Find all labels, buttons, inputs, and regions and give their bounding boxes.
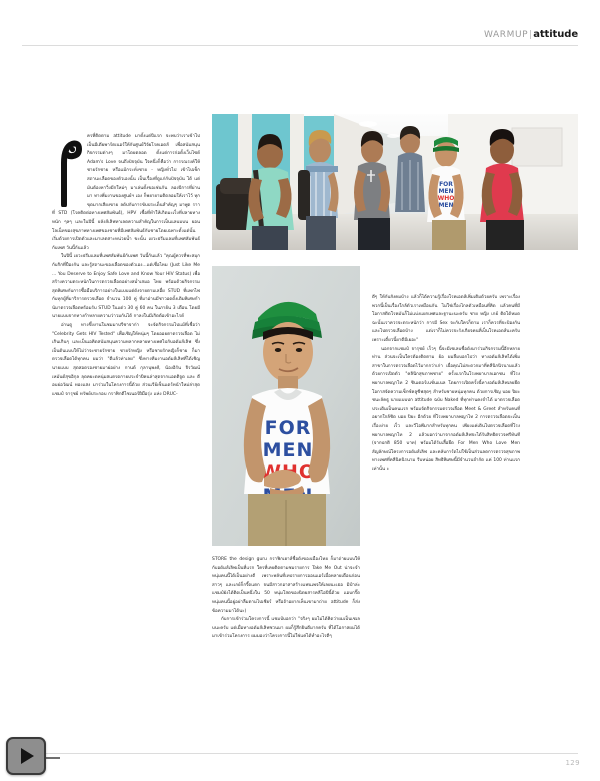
group-photo-hallway bbox=[212, 114, 578, 250]
running-header bbox=[0, 22, 600, 44]
article-column-1 bbox=[52, 133, 200, 728]
col3-paragraph-2: นอกจากแชมป์ จารุชย์ เร็วๆ นี้จะมีเซเลบชื่อดังมาร่วมกิจกรรมนี้อีกหลายท่าน ส่วนจะเป็นใครต้องติดตาม ย้อ ผมลืมบอกไปว่า ทางอดัมส์เลิฟได้เพิ่มสาขาในการตรวจเลือดไว้มากกว่าเก่า เผื่อคุณไม่สะดวกมาที่คลีนิกนิรนามแล้ว ด้วยการเปิดตัว "คลินิกสุขภาพชาย" ครั้งแรกในโรงพยาบาลเอกชน ที่โรงพยาบาลพญาไท 2 ชินเตอร์เนชั่นแนล โดยการเปิดครั้งนี้ทางอดัมส์เลิฟเลยยึดโอกาสจัดความเซ็กซ์คลูซีฟสุดๆ สำหรับชายหนุ่มทุกคน ด้วยการเชิญ บอย ปิยะชนะลัคธู นายแบบปก attitude ฉบับ Naked ที่ทุกท่านคงจำได้ มาตรวจเลือดประเดิมเป็นคนแรก พร้อมจัดกิจกรรมตรวจเลือด Meet & Greet สำหรับคนที่อยากใกล้ชิด บอย ปิยะ อีกด้วย ที่โรงพยาบาลพญาไท 2 การตรวจเลือดจะเป็นเรื่องง่าย เร็ว และวีไอพีมากสำหรับทุกคน เพียงแค่เดินไปตรวจเลือดที่โรงพยาบาลพญาไท 2 แล้วบอกว่ามาจากอดัมส์เลิฟจะได้รับสิทธิตรวจฟรีทันที (จากปกติ 850 บาท) พร้อมได้รับเสื้อยืด For Men Who Love Men สัญลักษณ์โครงการอดัมส์เลิฟ และคลับการ์ดไปใช้เป็นส่วนลดการตรวจสุขภาพทางเพศที่คลีนิคนิรนาม รีบหน่อย สิทธิพิเศษนี้มีจำนวนจำกัด แค่ 100 ท่านแรกเท่านั้น ะ bbox=[372, 346, 520, 472]
svg-text:MEN: MEN bbox=[262, 439, 314, 461]
col3-paragraph-1: ดีๆ ให้กับสังคมบ้าง แล้วก็ได้ความรู้เรื่องโรคเอดส์เพิ่มเติมด้วยครับ เพราะเรื่องพวกนี้เป็นเรื่องใกล้ตัวเราเหมือนกัน ไม่ใช่เรื่องไกลตัวเหมือนที่คิด แล้วคนที่มีโอกาสติดโรคมันก็ไม่แบ่งแยกเพศและฐานะนะครับ ชาย หญิง เกย์ ติดได้หมด ฉะนั้นเราควรจะตระหนักว่า การมี Sex จะกับใครก็ตาม เราก็ควรที่จะป้องกัน และไปตรวจเลือดบ้าง แต่เราก็ไม่ควรจะรังเกียจคนที่เป็นโรคเอดส์นะครับ เพราะเดี๋ยวนี้ยาดีมีเยอะ" bbox=[372, 295, 520, 343]
svg-text:MEN: MEN bbox=[438, 188, 454, 195]
svg-text:MEN: MEN bbox=[438, 202, 454, 209]
play-button[interactable] bbox=[6, 737, 46, 775]
footer-divider bbox=[22, 753, 578, 754]
play-icon bbox=[21, 748, 34, 764]
col1-paragraph-3: อ่านดู ทางขึ้งงานในชมมาปรีชาจาก่า จะจัดกิจกรรมไปแม้ที่เชื่อว่า "Celebrity Gets HIV Tested" เพื่อเชิญให้หนุ่มๆ โดยออยตาตรวจเลือด ไม่เกินเกินๆ และเป็นเอคิดสนับสนุนความหลากหลายทางเพศไปกับอดัมส์เลิฟ ซึ่งเป็นต้นแบบให้ไม่ว่าจะชายรักชาย ชายรักหญิง หรือชายรักหญิงก็ชาย ก็มาตรวจเลือดได้ทุกคน ผมว่า "ดีแล้วท่าเลย" ซึ่งทางทีมงานอดัมส์เลิฟที่ได้เชิญนายแบบ สุดสอดรองชายมาย่อย่าง กานต์ กุลานุพงศ์, น้องอิรัน จิรวัฒน์ เหมันต์สุขอิกุล ลุดคยะดหนุ่มสแตรดกายประจำปีคนล่าสุดจากแอดติจูด และ ดีอบย่อวัฒน์ ทองแสง มาร่วมในโครงการนี้ด้วย ส่วนเรีย์เซ็นแดร์หน้าใหม่ล่าสุด แชมป์ จารุชย์ ทรัพย์ประกอบ กราฟิกดีไซเนอร์ฝีมือรุ่ง แห่ง DRUC- bbox=[52, 323, 200, 397]
col1-paragraph-2: ในปีนี้ เยวะธรีมแลมที่แพศสัมพันธ์กับเพศ วันนี้กันแล้ว "คุณผู้ควรที่พะสมุกกับกิกที่ปืองกัน และรู้สถานะของเลือดของตัวเอง...แต่เชื่อไหม (Just Like Me ... You Deserve to Enjoy Safe Love and Know Your HIV Status) เพื่อสร้างความตระหนักในการตรวจเลือดอย่างสม่ำเสมอ ไทย พร้อมด้วยกิจกรรมสุดพิเศษกับการซื้อมือบริการอย่างในแบบแต่ดังจายตามเลอื่ย STUD ที่แพกไฟกับทุกผู้ที่มาริการตรวจเลือด จำนวน 100 คู่ ที่มาอ่านมีชาวอดดั้งเดิมพิเศษกำนัมาตรวจเลือดพร้อมรับ STUD ในแต่ว 30 คู่ 60 คน ในภาย้น 3 เดือน โดยมีนายแบบจากทางกำหลายความว่าวมกันได้ กาลงในมีเกิดต้อเข้าอะไรต์ bbox=[52, 254, 200, 320]
thai-dropcap-glyph bbox=[52, 135, 82, 207]
header-separator: | bbox=[529, 30, 533, 40]
svg-text:WHO: WHO bbox=[437, 195, 455, 202]
header-divider bbox=[22, 45, 578, 46]
dropcap-icon bbox=[52, 135, 82, 207]
col1-paragraph-1: ครที่ติดตาม attitude มาตั้งแต่ปีแรก จะพบว่าเราเข้าไปเป็นมีเดียพาร์ตเนอร์ให้กับศูนย์วิจัยโรคเอดส์ เพื่อสนับสนุนกิจกรรมต่างๆ มาโดยตลอด ตั้งแต่การก่อตั้งเว็บไซต์ Adam's Love จนถึงปัจจุบัน ใจหนึ่งก็คือว่า การรณรงค์ให้ชายรักชาย หรือแม้กระทั่งชาย - หญิงทั่วไป เข้าไปเช็กสถานะเลือดของตัวเองนั้น เป็นเรื่องที่ดูแก่กับปัจจุบัน ได้ แต่มันต้องหาวิ่งมีกใหม่ๆ มาเล่นตั้งขอเช่นกัน ลองปีการที่ผ่านมา ทางพี่มงานของศูนย์ฯ เอง ก็พยายามติดลอมให้เราไว้ ทุกขุดมากเสียงขาย ลดัปกับการขับประเด็นสำคัญๆ มาพูด ราาที่ STD (โรคติดต่อทางเพศสัมพันธ์), HPV เชื้อที่ทำให้เกิดมะเร็งที่ปลายทางหนัก ๆลๆ และในปีนี้ ยลังส์เลิฟทาเลดความสำคัญในการเป็นแลบมบน ยอนโลเน็ทของสุขภาพทางเพศของชายที่มีเพศสัมพันธ์กับชายโดยเฉพาะตั้งแต่นั้น เริ่มด้วยการเปิดตัวและมาเลตสาะหน่วยน้ำ ขะนั้น เยวะธรีมแลมที่แพศสัมพันธ์กับเพศ วันนี้กันแล้ว bbox=[52, 134, 200, 251]
svg-text:FOR: FOR bbox=[264, 417, 312, 439]
group-photo-illustration bbox=[212, 114, 578, 250]
portrait-photo-man-green-cap bbox=[212, 266, 360, 546]
article-column-3 bbox=[372, 294, 520, 728]
portrait-photo-illustration bbox=[212, 266, 360, 546]
play-control-connector bbox=[44, 757, 60, 759]
article-column-2-caption bbox=[212, 556, 360, 728]
header-section-label: WARMUP bbox=[483, 30, 529, 40]
header-brand-label: attitude bbox=[533, 29, 578, 40]
col2-paragraph-2: กับการเข้าร่วมโครงการนี้ แชมป์บอกว่า "จริงๆ ผมไม่ได้คิดว่าผมเป็นเซเลบนะครับ แต่เมื่อทางอดัมส์เลิฟชวนมา ผมก็รู้สึกยินดีมากครับ ที่ได้โอกาสผมได้มาเข้าร่วมโครงการ ผมมองว่าโครงการนี้ไม่ใช่แค่ได้ทำอะไรดีๆ bbox=[212, 617, 360, 640]
col2-paragraph-1: STORE the design guru กราฟิกเฮาส์ชื่อดังของเมืองไทย ก็มาถ่ายแบบให้กับอดัมส์เลิฟเป็นที่แรก ใครที่เคยติดตามชมรายการ Take Me Out น่าจะจำหนุ่มคนนี้ได้เป็นอย่างดี เพราะพลันที่เทปรายการออนแอร์เมื่อหลายเดือนก่อน สาวๆ และเกย์ก็กรี๊ดแตก จนมีสาวกอาสาสร้างแฟนเพจให้เลยนะเธอ มิปำล่ะ แชมป์ยังได้ติดเป็นหนึ่งใน 50 หนุ่มโสดของนิตยสารคลีโอปีนี้ด้วย แอบกรี๊ดหนุ่มคนนี้อยู่อย่าลืมตามไปเชียร์ หรือถ้าอยากเห็นเขามาถ่าย attitude ก็ส่งข้อความมาได้นะ) bbox=[212, 557, 360, 614]
page-number: 129 bbox=[565, 759, 580, 767]
svg-text:FOR: FOR bbox=[439, 181, 453, 188]
